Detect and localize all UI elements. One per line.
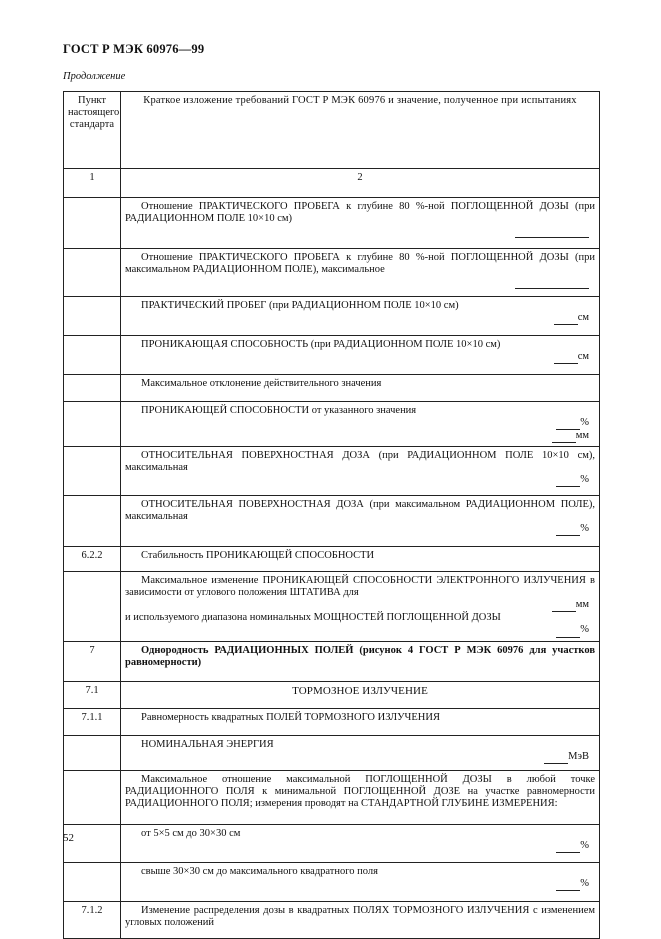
table-row [64, 862, 600, 901]
blank-line [556, 840, 580, 853]
requirement-cell [121, 708, 600, 735]
requirement-cell [121, 547, 600, 572]
value-fill-line [125, 599, 595, 612]
blank-line [556, 624, 580, 637]
unit-label: мм [575, 599, 589, 611]
table-row [64, 447, 600, 496]
blank-line [552, 599, 576, 612]
blank-line [556, 417, 580, 430]
value-fill-line [125, 624, 595, 637]
table-row [64, 641, 600, 681]
requirement-cell [121, 447, 600, 496]
blank-line [515, 276, 589, 289]
requirement-cell [121, 402, 600, 447]
table-row [64, 901, 600, 938]
requirement-text: Максимальное отклонение действительного значения [141, 378, 382, 389]
requirement-cell [121, 336, 600, 375]
requirement-cell [121, 770, 600, 824]
clause-number: 7.1.2 [64, 901, 121, 938]
clause-number [64, 496, 121, 547]
requirement-text: Отношение ПРАКТИЧЕСКОГО ПРОБЕГА к глубине 80 %-ной ПОГЛОЩЕННОЙ ДОЗЫ (при максимальном РАДИАЦИОННОМ ПОЛЕ), максимальное [125, 252, 595, 276]
clause-number [64, 375, 121, 402]
requirement-text: ТОРМОЗНОЕ ИЗЛУЧЕНИЕ [292, 684, 428, 697]
requirement-text: НОМИНАЛЬНАЯ ЭНЕРГИЯ [141, 738, 274, 750]
clause-number [64, 297, 121, 336]
requirement-text: Максимальное изменение ПРОНИКАЮЩЕЙ СПОСОБНОСТИ ЭЛЕКТРОННОГО ИЗЛУЧЕНИЯ в зависимости от углового положения ШТАТИВА для [125, 575, 595, 599]
clause-number [64, 447, 121, 496]
clause-number [64, 572, 121, 641]
blank-line [556, 523, 580, 536]
clause-number [64, 862, 121, 901]
table-header-row [64, 92, 600, 169]
blank-line [556, 474, 580, 487]
unit-label: % [580, 624, 589, 636]
requirement-text: Максимальное отношение максимальной ПОГЛОЩЕННОЙ ДОЗЫ в любой точке РАДИАЦИОННОГО ПОЛЯ к минимальной ПОГЛОЩЕННОЙ ДОЗЕ на участке равномерности РАДИАЦИОННОГО ПОЛЯ; измерения проводят на СТАНДАРТНОЙ ГЛУБИНЕ ИЗМЕРЕНИЯ: [125, 773, 595, 809]
clause-number [64, 249, 121, 297]
value-fill-line [125, 878, 595, 891]
value-fill-line [125, 474, 595, 487]
unit-label: см [577, 351, 589, 363]
unit-label: % [580, 474, 589, 486]
clause-number [64, 198, 121, 249]
column-number-2: 2 [121, 169, 600, 198]
column-header-clause: Пункт настоящего стандарта [64, 92, 121, 169]
requirements-table [63, 91, 600, 939]
table-row [64, 824, 600, 862]
table-row [64, 572, 600, 641]
requirement-text: свыше 30×30 см до максимального квадратного поля [141, 865, 378, 877]
requirement-text: ПРОНИКАЮЩЕЙ СПОСОБНОСТИ от указанного значения [141, 405, 417, 416]
requirement-text-continued: и используемого диапазона номинальных МОЩНОСТЕЙ ПОГЛОЩЕННОЙ ДОЗЫ [125, 612, 501, 624]
requirement-cell [121, 901, 600, 938]
blank-line [554, 351, 578, 364]
requirement-text: Изменение распределения дозы в квадратных ПОЛЯХ ТОРМОЗНОГО ИЗЛУЧЕНИЯ с изменением угловых положений [125, 904, 595, 928]
blank-line [554, 312, 578, 325]
clause-number [64, 770, 121, 824]
requirement-cell [121, 862, 600, 901]
requirement-cell [121, 572, 600, 641]
requirement-cell [121, 249, 600, 297]
table-row [64, 735, 600, 770]
blank-line [515, 225, 589, 238]
table-row [64, 547, 600, 572]
blank-line [552, 430, 576, 443]
requirement-text: Отношение ПРАКТИЧЕСКОГО ПРОБЕГА к глубине 80 %-ной ПОГЛОЩЕННОЙ ДОЗЫ (при РАДИАЦИОННОМ ПОЛЕ 10×10 см) [125, 201, 595, 225]
value-fill-line [125, 225, 595, 238]
column-number-1: 1 [64, 169, 121, 198]
requirement-cell [121, 641, 600, 681]
table-row [64, 402, 600, 447]
clause-number [64, 735, 121, 770]
requirement-cell [121, 824, 600, 862]
table-row [64, 708, 600, 735]
column-number-row [64, 169, 600, 198]
unit-label: мм [575, 430, 589, 442]
requirement-text: Стабильность ПРОНИКАЮЩЕЙ СПОСОБНОСТИ [141, 550, 375, 562]
value-fill-line [125, 351, 595, 364]
blank-line [544, 751, 568, 764]
requirement-cell [121, 681, 600, 708]
table-row [64, 336, 600, 375]
value-fill-line [125, 276, 595, 289]
requirement-text: Однородность РАДИАЦИОННЫХ ПОЛЕЙ (рисунок 4 ГОСТ Р МЭК 60976 для участков равномерности) [125, 644, 595, 668]
document-header: ГОСТ Р МЭК 60976—99 [63, 42, 205, 56]
table-row [64, 375, 600, 402]
unit-label: % [580, 523, 589, 535]
page-number: 52 [63, 832, 74, 844]
requirement-cell [121, 198, 600, 249]
value-fill-line [125, 751, 595, 764]
column-header-requirements: Краткое изложение требований ГОСТ Р МЭК 60976 и значение, полученное при испытаниях [121, 92, 600, 169]
requirement-cell [121, 297, 600, 336]
requirement-text: ПРОНИКАЮЩАЯ СПОСОБНОСТЬ (при РАДИАЦИОННОМ ПОЛЕ 10×10 см) [141, 339, 501, 350]
clause-number: 6.2.2 [64, 547, 121, 572]
value-fill-line [125, 523, 595, 536]
blank-line [556, 878, 580, 891]
clause-number: 7 [64, 641, 121, 681]
table-row [64, 297, 600, 336]
value-fill-line [125, 430, 595, 443]
table-row [64, 681, 600, 708]
requirement-text: ОТНОСИТЕЛЬНАЯ ПОВЕРХНОСТНАЯ ДОЗА (при максимальном РАДИАЦИОННОМ ПОЛЕ), максимальная [125, 499, 595, 523]
unit-label: % [580, 877, 589, 889]
table-row [64, 249, 600, 297]
clause-number [64, 336, 121, 375]
requirement-cell [121, 735, 600, 770]
value-fill-line [125, 840, 595, 853]
clause-number: 7.1.1 [64, 708, 121, 735]
clause-number: 7.1 [64, 681, 121, 708]
unit-label: см [577, 312, 589, 324]
requirement-cell [121, 496, 600, 547]
unit-label: МэВ [568, 750, 589, 762]
requirement-text: ОТНОСИТЕЛЬНАЯ ПОВЕРХНОСТНАЯ ДОЗА (при РАДИАЦИОННОМ ПОЛЕ 10×10 см), максимальная [125, 450, 595, 474]
table-row [64, 198, 600, 249]
requirement-cell [121, 375, 600, 402]
unit-label: % [580, 417, 589, 429]
clause-number [64, 402, 121, 447]
requirement-text: Равномерность квадратных ПОЛЕЙ ТОРМОЗНОГО ИЗЛУЧЕНИЯ [141, 711, 440, 723]
value-fill-line [125, 417, 595, 430]
unit-label: % [580, 839, 589, 851]
continuation-label: Продолжение [63, 71, 126, 82]
requirement-text: ПРАКТИЧЕСКИЙ ПРОБЕГ (при РАДИАЦИОННОМ ПОЛЕ 10×10 см) [141, 300, 459, 311]
table-row [64, 770, 600, 824]
value-fill-line [125, 312, 595, 325]
table-row [64, 496, 600, 547]
requirement-text: от 5×5 см до 30×30 см [141, 827, 241, 839]
